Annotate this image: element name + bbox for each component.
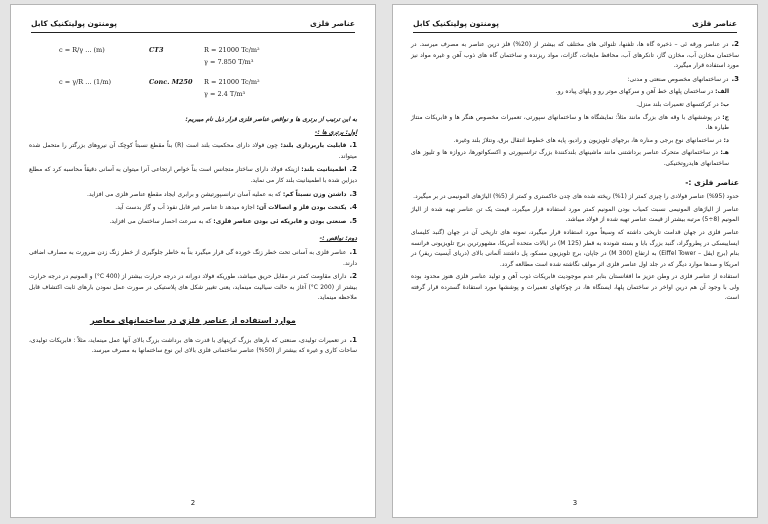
formula-block <box>29 39 357 109</box>
sub-item-text: در ساختمان پلهای خط آهن و سرکهای موتر رو و پلهای پیاده رو. <box>555 88 714 96</box>
usage-item <box>411 39 739 72</box>
header-title: عناصر فلزی <box>309 19 355 28</box>
paragraph: حدود (95%) عناصر فولادی را چیزی کمتر از (1%) ریخته شده های چدن خاکستری و کمتر از (5%) الیاژهای المونیمی در بر میگیرد. <box>413 193 739 201</box>
disadvantages-list <box>29 247 357 304</box>
paragraph: عناصر از الیاژهای المونیمی نسبت کمیاب بودن المونیم کمتر مورد استفاده قرار میگیرد، قیمت یک تن عناصر تهیه شده از الیاژ المونیم (8÷5) مرتبه بیشتر از قیمت عناصر تهیه شده از فولاد میباشد. <box>411 205 739 224</box>
sub-item-text: در پوششهای با وقه های بزرگ مانند مثلاً: نمایشگاه ها و ساختمانهای سپورتی، تعمیرات مخصوص هنگر ها و فابریکات منتاژ طیاره ها. <box>411 113 729 132</box>
usage-item <box>29 335 357 357</box>
header-title: عناصر فلزی <box>691 19 737 28</box>
page-header <box>31 19 355 33</box>
item-lead: داشتن وزن نسبتاً کم: <box>282 190 347 198</box>
formula-1: c = R/γ ... (m) <box>59 46 105 54</box>
item-text: که به سرعت احصار ساختمان می افزاید. <box>109 217 212 225</box>
document-page-3 <box>392 4 758 518</box>
item-number: 3. <box>731 74 739 83</box>
item-text: دارای مقاومت کمتر در مقابل حریق میباشد، طوریکه فولاد دورانه در درجه حرارت بیشتر از (400 C°) و المونیم در درجه حرارت بیشتر از (200 C°) آغاز به حالت سیالیت مینماید، یعنی تغییر شکل های پلاستیکی در صورت عمل نمودن بارهای ثابت اکتشاف قابل ملاحظه مینماید. <box>29 273 357 302</box>
advantage-item <box>29 140 357 162</box>
item-lead: اطمینانیت بلند: <box>301 166 347 174</box>
sub-item-text: در ساختمانهای نوع برجی و مناره ها، برجهای تلویزیون و رادیو، پایه های خطوط انتقال برق، ونتلاژ بلند وغیره. <box>453 136 722 144</box>
formula-2-value-2: γ = 2.4 T/m³ <box>204 90 246 98</box>
disadvantage-item <box>29 247 357 269</box>
usage-section-title: موارد استفاده از عناصر فلزی در ساختمانهای معاصر <box>90 315 296 325</box>
page-body <box>29 39 357 359</box>
item-text: که به عملیه آسان ترانسپورتیشن و برابری ایجاد مقطع عناصر فلزی می افزاید. <box>87 190 281 198</box>
item-number: 2. <box>349 272 357 281</box>
disadvantages-title: دوم: نواقص :- <box>319 235 357 243</box>
formula-2-value-1: R = 21000 Tc/m² <box>204 78 260 86</box>
item-text: ازینکه فولاد دارای ساختار متجانس است بناً خواص ارتجاعی آنرا میتوان به آسانی دقیقاً محاسبه کرد که مطلع دیزاین شده با اطمینانیت بلند کار می نماید. <box>29 166 357 184</box>
document-page-2 <box>10 4 376 518</box>
item-number: 1. <box>349 335 357 344</box>
formula-1-value-2: γ = 7.850 T/m³ <box>204 58 254 66</box>
sub-item-lead: ب: <box>720 100 729 108</box>
item-number: 1. <box>349 141 357 150</box>
header-institution: پومنتون پولیتکنیک کابل <box>413 19 499 28</box>
paragraph: عناصر فلزی در جهان قدامت تاریخی داشته که وسیعاً مورد استفاده قرار میگیرد، نمونه های تاریخی آن در جهان (گنبد کلیسای ایساییسکی در پطروگراد، گنبد بزرگ بابا و بسته شونده به قطر (125 M) در ایالات متحده آمریکا، مشهورترین برج تلویزیونی فرانسه بنام (برج ایفل – Eiffel Tower) به ارتفاع (300 M) در جاپان، برج تلویزیون مسکو، پل داشتند آلمانی بالای (دریای آیسیت ریفر) در امریکا و صدها موارد دیگر که در جلد اول عناصر فلزی اثر مولف نگاشته شده است مطالعه گردد. <box>411 228 740 268</box>
usage-items-continued <box>411 39 739 85</box>
usage-sub-item <box>411 87 739 98</box>
usage-sub-item <box>411 136 739 147</box>
page-number: 2 <box>190 499 196 507</box>
item-text: عناصر فلزی به آسانی تحت خطر زنگ خورده گی قرار میگیرد بناً به خاطر جلوگیری از خطر زنگ زدن ضرورت به مصارف اضافی دارند. <box>29 248 357 267</box>
advantage-item <box>29 216 357 228</box>
section-title: عناصر فلزی :- <box>685 177 739 187</box>
advantages-list <box>29 140 357 227</box>
sub-item-lead: ج: <box>722 113 729 121</box>
item-number: 1. <box>349 247 357 256</box>
item-text: اجازه میدهد تا عناصر غیر قابل نفوذ آب و گاز بدست آید. <box>115 204 255 212</box>
usage-sub-item <box>411 100 739 111</box>
item-number: 2. <box>731 40 739 48</box>
item-lead: یکتخت بودن فلز و اتصالات آن: <box>256 204 347 212</box>
item-lead: قابلیت باربرداری بلند: <box>280 142 347 150</box>
section-paragraphs <box>411 192 739 304</box>
formula-2-label: Conc. M250 <box>149 78 193 86</box>
item-number: 4. <box>349 203 357 212</box>
sub-item-lead: د: <box>723 136 729 144</box>
sub-item-lead: هـ: <box>720 149 729 157</box>
sub-item-lead: الف: <box>715 88 729 96</box>
item-number: 3. <box>349 189 357 198</box>
usage-sub-item <box>411 113 739 134</box>
item-number: 5. <box>349 216 357 225</box>
intro-text: به این ترتیب از برتری ها و نواقص عناصر فلزی قرار ذیل نام میبریم: <box>185 116 357 123</box>
sub-item-text: در کرکتسهای تعمیرات بلند منزل. <box>636 100 719 108</box>
item-text: چون فولاد دارای محکمیت بلند است (R) بناً مقطع نسبتاً کوچک آن نیروهای بزرگتر را متحمل شده میتواند. <box>29 142 357 160</box>
advantage-item <box>29 202 357 214</box>
usage-sub-item <box>411 148 739 169</box>
page-number: 3 <box>572 499 578 507</box>
sub-item-text: در ساختمانهای متحرک عناصر برداشتنی مانند ماشینهای بلندکنندهٔ بزرگ ترانسپورتی و اکسکواتورها، دروازه ها و تلیوز های ساختمانهای هایدروتخنیکی. <box>411 149 729 167</box>
formula-2: c = γ/R ... (1/m) <box>59 78 112 86</box>
page-header <box>413 19 737 33</box>
header-institution: پومنتون پولیتکنیک کابل <box>31 19 117 28</box>
item-number: 2. <box>349 165 357 174</box>
paragraph: استفاده از عناصر فلزی در وطن عزیز ما افغانستان بنابر عدم موجودیت فابریکات ذوب آهن و تولید عناصر فلزی هنوز محدود بوده ولی با وجود آن هم درین اواخر در ساختمان پلها، ایستگاه ها، در چوکاتهای تعمیرات و پوششها مورد استفادهٔ گسترده قرار گرفته است. <box>411 273 739 302</box>
usage-list <box>29 335 357 357</box>
disadvantage-item <box>29 271 357 304</box>
item-lead: صنعتی بودن و فابریکه ئی بودن عناصر فلزی: <box>213 217 347 225</box>
item-text: در تعمیرات تولیدی، صنعتی که بارهای بزرگ کرینهای با قدرت های برداشت بزرگ بالای آنها عمل مینماید، مثلاً : فابریکات تولیدی، ساحات کاری و غیره که بیشتر از (50%) عناصر ساختمانی فلزی بالای این نوع ساختمانها به مصرف میرسد. <box>29 336 357 355</box>
advantage-item <box>29 164 357 186</box>
advantage-item <box>29 189 357 201</box>
usage-sub-items <box>411 87 739 169</box>
usage-item <box>411 74 739 86</box>
advantages-title: اول: برتری ها :- <box>314 128 357 136</box>
formula-1-value-1: R = 21000 Tc/m² <box>204 46 260 54</box>
formula-1-label: CT3 <box>149 46 164 54</box>
item-text: در ساختمانهای مخصوص صنعتی و مدنی: <box>627 75 729 83</box>
item-text: در عناصر ورقه ئی – ذخیره گاه ها، تلفنها، تلنوائی های مختلف که بیشتر از (20%) فلز درین عناصر به مصرف میرسد. در ساختمان مخازن آب، مخازن گاز، تانکرهای آب، محافظ مایعات، گازات، مواد ریزنده و ساختمان گاه های ذوب آهن و غیره مواد نیز مورد استفاده قرار میگیرد. <box>411 41 739 70</box>
page-body <box>411 39 739 306</box>
